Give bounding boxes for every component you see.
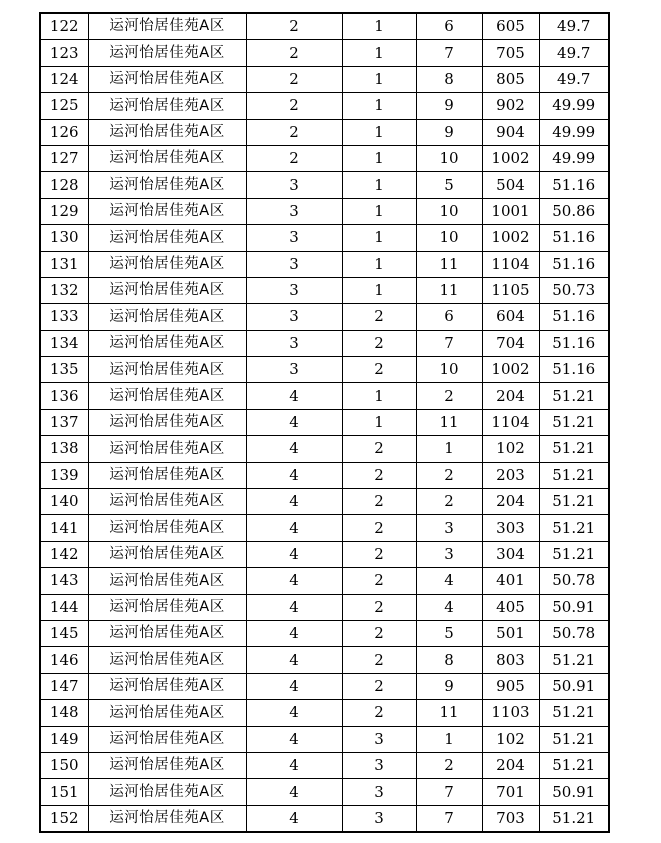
cell-floor: 11 [416,277,482,303]
cell-floor: 9 [416,93,482,119]
cell-no: 128 [40,172,88,198]
cell-area: 51.16 [539,251,609,277]
cell-area: 51.21 [539,436,609,462]
cell-community: 运河怡居佳苑A区 [88,93,246,119]
cell-community: 运河怡居佳苑A区 [88,40,246,66]
table-row [40,700,609,726]
cell-unit: 1 [342,225,416,251]
cell-room: 203 [482,462,539,488]
cell-area: 51.21 [539,647,609,673]
cell-community: 运河怡居佳苑A区 [88,647,246,673]
cell-unit: 3 [342,726,416,752]
cell-floor: 7 [416,330,482,356]
cell-room: 204 [482,383,539,409]
cell-no: 123 [40,40,88,66]
cell-room: 501 [482,620,539,646]
cell-no: 148 [40,700,88,726]
cell-floor: 1 [416,726,482,752]
cell-area: 50.78 [539,568,609,594]
cell-floor: 2 [416,462,482,488]
cell-no: 135 [40,357,88,383]
cell-room: 703 [482,805,539,832]
cell-room: 905 [482,673,539,699]
cell-building: 3 [246,172,342,198]
cell-room: 803 [482,647,539,673]
cell-unit: 1 [342,409,416,435]
cell-room: 401 [482,568,539,594]
cell-no: 150 [40,752,88,778]
table-row [40,330,609,356]
cell-unit: 1 [342,172,416,198]
cell-floor: 8 [416,647,482,673]
cell-floor: 4 [416,594,482,620]
cell-building: 3 [246,357,342,383]
cell-building: 4 [246,752,342,778]
cell-room: 1103 [482,700,539,726]
cell-area: 51.16 [539,225,609,251]
cell-building: 4 [246,647,342,673]
table-row [40,172,609,198]
cell-unit: 2 [342,594,416,620]
cell-building: 4 [246,409,342,435]
table-row [40,647,609,673]
cell-room: 705 [482,40,539,66]
cell-no: 147 [40,673,88,699]
cell-no: 131 [40,251,88,277]
table-row [40,304,609,330]
cell-floor: 5 [416,620,482,646]
cell-building: 3 [246,251,342,277]
cell-area: 49.7 [539,40,609,66]
table-row [40,805,609,832]
table-row [40,673,609,699]
cell-area: 51.21 [539,726,609,752]
cell-unit: 2 [342,541,416,567]
cell-unit: 2 [342,330,416,356]
cell-floor: 7 [416,40,482,66]
cell-building: 4 [246,436,342,462]
cell-unit: 2 [342,568,416,594]
cell-unit: 2 [342,436,416,462]
cell-no: 134 [40,330,88,356]
cell-unit: 1 [342,145,416,171]
cell-building: 4 [246,541,342,567]
cell-building: 4 [246,779,342,805]
cell-community: 运河怡居佳苑A区 [88,277,246,303]
table-row [40,119,609,145]
table-row [40,93,609,119]
cell-area: 51.21 [539,752,609,778]
cell-floor: 2 [416,383,482,409]
cell-unit: 2 [342,673,416,699]
cell-floor: 11 [416,409,482,435]
cell-community: 运河怡居佳苑A区 [88,620,246,646]
cell-community: 运河怡居佳苑A区 [88,489,246,515]
cell-no: 127 [40,145,88,171]
table-row [40,409,609,435]
table-row [40,198,609,224]
cell-building: 4 [246,805,342,832]
cell-no: 141 [40,515,88,541]
table-row [40,383,609,409]
cell-building: 3 [246,304,342,330]
cell-community: 运河怡居佳苑A区 [88,251,246,277]
cell-unit: 2 [342,304,416,330]
cell-area: 51.16 [539,172,609,198]
cell-floor: 10 [416,145,482,171]
cell-unit: 1 [342,66,416,92]
cell-unit: 1 [342,13,416,40]
cell-community: 运河怡居佳苑A区 [88,119,246,145]
cell-room: 204 [482,489,539,515]
cell-unit: 2 [342,620,416,646]
cell-no: 144 [40,594,88,620]
table-row [40,779,609,805]
cell-area: 51.21 [539,489,609,515]
cell-building: 4 [246,700,342,726]
cell-area: 51.21 [539,515,609,541]
cell-room: 701 [482,779,539,805]
cell-area: 50.91 [539,673,609,699]
cell-room: 1104 [482,251,539,277]
cell-community: 运河怡居佳苑A区 [88,515,246,541]
cell-unit: 1 [342,93,416,119]
cell-unit: 3 [342,805,416,832]
cell-area: 49.7 [539,13,609,40]
cell-area: 51.21 [539,541,609,567]
table-row [40,541,609,567]
cell-room: 1001 [482,198,539,224]
cell-community: 运河怡居佳苑A区 [88,172,246,198]
cell-building: 2 [246,66,342,92]
cell-community: 运河怡居佳苑A区 [88,594,246,620]
cell-area: 49.99 [539,119,609,145]
cell-area: 51.21 [539,805,609,832]
cell-no: 136 [40,383,88,409]
cell-community: 运河怡居佳苑A区 [88,409,246,435]
cell-community: 运河怡居佳苑A区 [88,145,246,171]
cell-floor: 11 [416,700,482,726]
cell-room: 605 [482,13,539,40]
cell-building: 2 [246,13,342,40]
cell-no: 132 [40,277,88,303]
cell-community: 运河怡居佳苑A区 [88,66,246,92]
table-row [40,515,609,541]
table-row [40,462,609,488]
cell-community: 运河怡居佳苑A区 [88,541,246,567]
cell-area: 51.16 [539,357,609,383]
table-row [40,145,609,171]
cell-floor: 9 [416,673,482,699]
cell-room: 204 [482,752,539,778]
cell-room: 1002 [482,357,539,383]
cell-building: 4 [246,594,342,620]
cell-area: 51.16 [539,330,609,356]
cell-floor: 3 [416,515,482,541]
cell-room: 805 [482,66,539,92]
cell-community: 运河怡居佳苑A区 [88,304,246,330]
cell-building: 4 [246,673,342,699]
table-row [40,620,609,646]
cell-area: 51.21 [539,383,609,409]
cell-area: 50.86 [539,198,609,224]
table-row [40,40,609,66]
cell-floor: 2 [416,752,482,778]
cell-floor: 9 [416,119,482,145]
cell-room: 1105 [482,277,539,303]
cell-room: 904 [482,119,539,145]
cell-floor: 6 [416,13,482,40]
table-row [40,357,609,383]
housing-table [39,12,610,833]
cell-no: 129 [40,198,88,224]
cell-no: 124 [40,66,88,92]
cell-community: 运河怡居佳苑A区 [88,225,246,251]
cell-floor: 8 [416,66,482,92]
cell-unit: 2 [342,489,416,515]
cell-no: 151 [40,779,88,805]
cell-room: 902 [482,93,539,119]
cell-room: 704 [482,330,539,356]
cell-floor: 5 [416,172,482,198]
cell-building: 3 [246,225,342,251]
cell-room: 405 [482,594,539,620]
cell-area: 49.99 [539,145,609,171]
table-row [40,436,609,462]
cell-community: 运河怡居佳苑A区 [88,13,246,40]
cell-floor: 2 [416,489,482,515]
cell-no: 142 [40,541,88,567]
cell-area: 50.91 [539,779,609,805]
cell-building: 4 [246,383,342,409]
cell-building: 3 [246,277,342,303]
cell-unit: 1 [342,198,416,224]
cell-room: 102 [482,436,539,462]
cell-building: 4 [246,489,342,515]
cell-area: 51.21 [539,462,609,488]
cell-area: 50.91 [539,594,609,620]
cell-unit: 1 [342,277,416,303]
table-row [40,726,609,752]
cell-room: 1002 [482,145,539,171]
cell-community: 运河怡居佳苑A区 [88,779,246,805]
table-row [40,13,609,40]
cell-no: 143 [40,568,88,594]
cell-building: 4 [246,620,342,646]
cell-building: 2 [246,119,342,145]
cell-unit: 1 [342,119,416,145]
table-row [40,594,609,620]
cell-floor: 1 [416,436,482,462]
cell-no: 140 [40,489,88,515]
cell-community: 运河怡居佳苑A区 [88,752,246,778]
cell-area: 51.16 [539,304,609,330]
cell-unit: 2 [342,515,416,541]
cell-floor: 7 [416,805,482,832]
cell-community: 运河怡居佳苑A区 [88,700,246,726]
cell-no: 130 [40,225,88,251]
cell-community: 运河怡居佳苑A区 [88,198,246,224]
cell-area: 49.7 [539,66,609,92]
table-row [40,568,609,594]
cell-building: 4 [246,462,342,488]
cell-room: 102 [482,726,539,752]
cell-no: 133 [40,304,88,330]
cell-room: 504 [482,172,539,198]
cell-no: 137 [40,409,88,435]
cell-unit: 2 [342,357,416,383]
cell-area: 51.21 [539,409,609,435]
cell-community: 运河怡居佳苑A区 [88,673,246,699]
cell-area: 49.99 [539,93,609,119]
cell-community: 运河怡居佳苑A区 [88,462,246,488]
cell-building: 2 [246,40,342,66]
cell-room: 303 [482,515,539,541]
cell-room: 304 [482,541,539,567]
cell-unit: 1 [342,40,416,66]
table-body [40,13,609,832]
cell-floor: 11 [416,251,482,277]
cell-floor: 3 [416,541,482,567]
table-row [40,752,609,778]
cell-community: 运河怡居佳苑A区 [88,357,246,383]
cell-no: 152 [40,805,88,832]
cell-no: 122 [40,13,88,40]
cell-community: 运河怡居佳苑A区 [88,805,246,832]
cell-floor: 7 [416,779,482,805]
table-row [40,225,609,251]
cell-floor: 6 [416,304,482,330]
cell-no: 145 [40,620,88,646]
cell-community: 运河怡居佳苑A区 [88,568,246,594]
cell-no: 126 [40,119,88,145]
cell-floor: 10 [416,198,482,224]
cell-unit: 1 [342,251,416,277]
cell-area: 50.78 [539,620,609,646]
table-row [40,277,609,303]
cell-building: 2 [246,93,342,119]
table-row [40,251,609,277]
cell-no: 138 [40,436,88,462]
cell-unit: 2 [342,700,416,726]
cell-floor: 10 [416,225,482,251]
cell-area: 50.73 [539,277,609,303]
cell-room: 604 [482,304,539,330]
cell-floor: 4 [416,568,482,594]
cell-no: 139 [40,462,88,488]
cell-building: 4 [246,726,342,752]
cell-community: 运河怡居佳苑A区 [88,436,246,462]
cell-unit: 1 [342,383,416,409]
cell-building: 4 [246,515,342,541]
cell-unit: 2 [342,462,416,488]
cell-unit: 3 [342,779,416,805]
table-row [40,489,609,515]
cell-floor: 10 [416,357,482,383]
cell-community: 运河怡居佳苑A区 [88,330,246,356]
cell-community: 运河怡居佳苑A区 [88,726,246,752]
table-row [40,66,609,92]
cell-community: 运河怡居佳苑A区 [88,383,246,409]
cell-building: 3 [246,198,342,224]
cell-building: 4 [246,568,342,594]
cell-unit: 2 [342,647,416,673]
cell-area: 51.21 [539,700,609,726]
cell-no: 146 [40,647,88,673]
cell-no: 149 [40,726,88,752]
cell-building: 3 [246,330,342,356]
cell-room: 1002 [482,225,539,251]
cell-unit: 3 [342,752,416,778]
cell-building: 2 [246,145,342,171]
cell-no: 125 [40,93,88,119]
cell-room: 1104 [482,409,539,435]
